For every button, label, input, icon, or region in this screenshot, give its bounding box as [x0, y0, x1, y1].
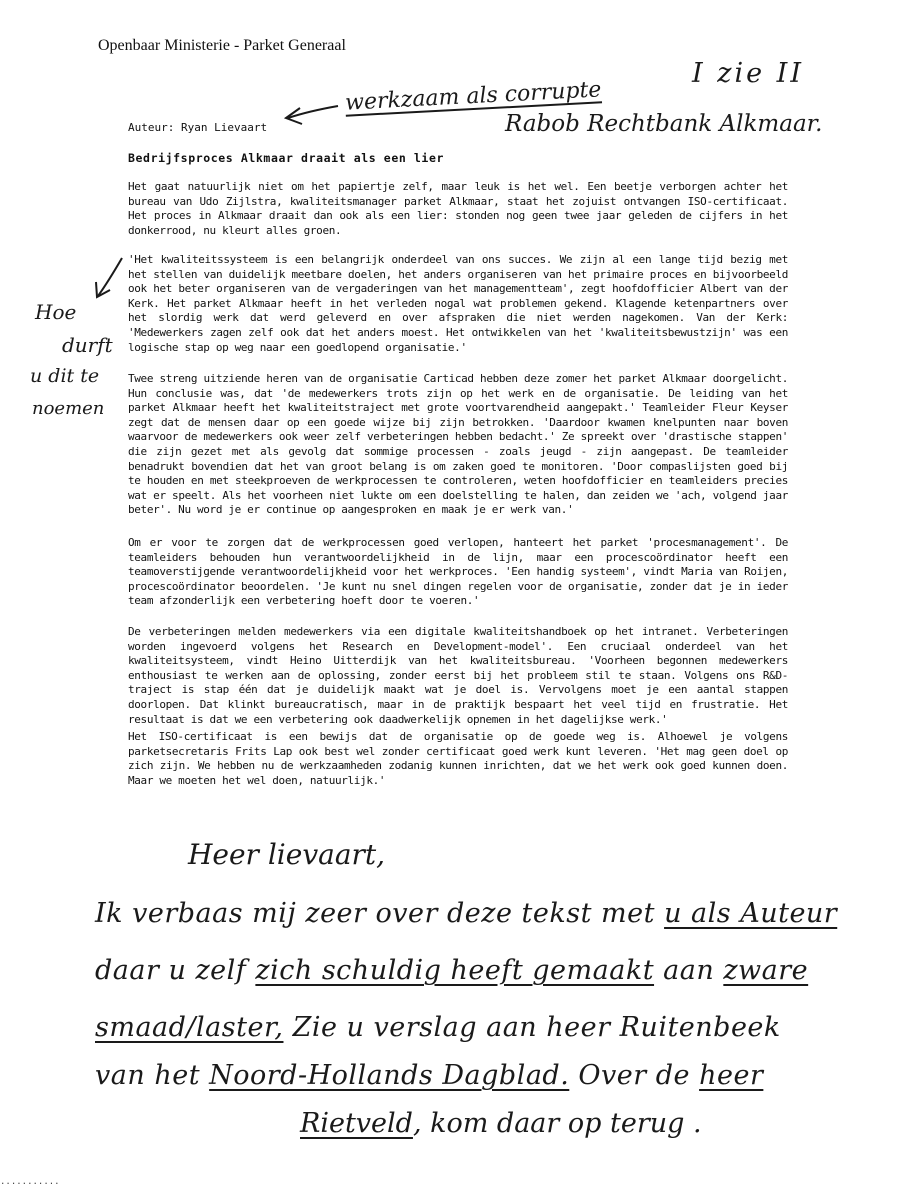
article-paragraph: De verbeteringen melden medewerkers via een digitale kwaliteitshandboek op het intranet. Verbeteringen worden ingevoerd volgens het Research en Development-model'. Een cruciaal onderdeel van het kwaliteitsysteem, vindt Heino Uitterdijk van het kwaliteitsbureau. 'Voorheen begonnen medewerkers enthousiast te werken aan de oplossing, zonder eerst bij het probleem stil te staan. Volgens ons R&D-traject is stap één dat je duidelijk maakt wat je doel is. Vervolgens moet je een aantal stappen doorlopen. Dat klinkt bureaucratisch, maar in de praktijk bespaart het veel tijd en frustratie. Het resultaat is dat we een verbetering ook daadwerkelijk opnemen in het dagelijkse werk.': [128, 625, 788, 726]
letter-line-4: [95, 1060, 763, 1091]
letter-line-2: [95, 955, 808, 986]
margin-note-word: durft: [62, 333, 113, 357]
letter-text: Ik verbaas mij zeer over deze tekst met: [95, 898, 655, 929]
letter-underlined-text: Noord-Hollands Dagblad.: [209, 1060, 570, 1091]
article-title: Bedrijfsproces Alkmaar draait als een lier: [128, 151, 444, 165]
footer-dots: ...........: [0, 1177, 60, 1187]
letter-line-3: [95, 1012, 781, 1043]
letter-line-1: [95, 898, 837, 929]
letter-line-5: [300, 1108, 702, 1139]
margin-note-word: u dit te: [30, 365, 100, 387]
letter-text: van het: [95, 1060, 201, 1091]
margin-note-word: noemen: [32, 398, 105, 419]
article-paragraph: Om er voor te zorgen dat de werkprocessen goed verlopen, hanteert het parket 'procesmanagement'. De teamleiders behouden hun verantwoordelijkheid in de lijn, maar een procescoördinator heeft een teamoverstijgende verantwoordelijkheid voor het werkproces. 'Een handig systeem', vindt Maria van Roijen, procescoördinator beoordelen. 'Je kunt nu snel dingen regelen voor de organisatie, zonder dat je in ieder team afzonderlijk een verbetering hoeft door te voeren.': [128, 536, 788, 608]
letter-underlined-text: zich schuldig heeft gemaakt: [255, 955, 655, 986]
margin-note-word: Hoe: [35, 300, 77, 324]
article-paragraph: Twee streng uitziende heren van de organisatie Carticad hebben deze zomer het parket Alkmaar doorgelicht. Hun conclusie was, dat 'de medewerkers trots zijn op het werk en de organisatie. De leiding van het parket Alkmaar heeft het kwaliteitstraject met grote voortvarendheid aangepakt.' Teamleider Fleur Keyser zegt dat de mensen daar op een goede wijze bij zijn betrokken. 'Daardoor kwamen knelpunten naar boven waarvoor de medewerkers ook weer zelf verbeteringen hebben bedacht.' Ze spreekt over 'drastische stappen' die zijn gezet met als gevolg dat sommige processen - zoals jeugd - zijn aangepast. De teamleider benadrukt bovendien dat het van groot belang is om zaken goed te monitoren. 'Door compaslijsten goed bij te houden en met steekproeven de werkprocessen te controleren, weten hoofdofficier en teamleiders precies wat er speelt. Als het voorheen niet lukte om een doelstelling te halen, dan zeiden we 'ach, volgend jaar beter'. Nu word je er continue op aangesproken en maak je er werk van.': [128, 372, 788, 517]
letter-text: , kom daar op terug .: [412, 1108, 702, 1139]
article-paragraph: Het gaat natuurlijk niet om het papiertje zelf, maar leuk is het wel. Een beetje verborgen achter het bureau van Udo Zijlstra, kwaliteitsmanager parket Alkmaar, staat het zojuist ontvangen ISO-certificaat. Het proces in Alkmaar draait dan ook als een lier: stonden nog geen twee jaar geleden de cijfers in het donkerrood, nu kleurt alles groen.: [128, 180, 788, 237]
article-author: Auteur: Ryan Lievaart: [128, 121, 268, 134]
letter-text: aan: [663, 955, 715, 986]
handwritten-note-arrow-line2: Rabob Rechtbank Alkmaar.: [505, 111, 823, 137]
article-paragraph: 'Het kwaliteitssysteem is een belangrijk onderdeel van ons succes. We zijn al een lange tijd bezig met het stellen van duidelijk meetbare doelen, het anders organiseren van het primaire proces en bijvoorbeeld ook het beter organiseren van de vergaderingen van het managementteam', zegt hoofdofficier Albert van der Kerk. Het parket Alkmaar heeft in het verleden nogal wat problemen gekend. Klagende ketenpartners over het slordig werk dat werd geleverd en over afspraken die niet werden nagekomen. Van der Kerk: 'Medewerkers zagen zelf ook dat het anders moest. Het ontwikkelen van het 'kwaliteitsbewustzijn' was een logische stap op weg naar een goedlopend organisatie.': [128, 253, 788, 354]
handwritten-note-top-right: I zie II: [692, 58, 805, 89]
letter-text: Zie u verslag aan heer Ruitenbeek: [292, 1012, 781, 1043]
letter-underlined-text: zware: [723, 955, 809, 986]
article-paragraph: Het ISO-certificaat is een bewijs dat de organisatie op de goede weg is. Alhoewel je volgens parketsecretaris Frits Lap ook best wel zonder certificaat goed werk kunt leveren. 'Het mag geen doel op zich zijn. We hebben nu de werkzaamheden zodanig kunnen inrichten, dat we het werk ook goed kunnen doen. Maar we moeten het wel doen, natuurlijk.': [128, 730, 788, 787]
letter-text: Over de: [578, 1060, 690, 1091]
letter-salutation: Heer lievaart,: [188, 838, 386, 871]
page-header-title: Openbaar Ministerie - Parket Generaal: [98, 37, 346, 54]
letter-underlined-text: u als Auteur: [664, 898, 838, 929]
margin-arrow-icon: [0, 0, 200, 320]
letter-text: daar u zelf: [95, 955, 247, 986]
letter-underlined-text: heer: [699, 1060, 764, 1091]
letter-underlined-text: smaad/laster,: [95, 1012, 284, 1043]
handwritten-note-arrow-line1: werkzaam als corrupte: [344, 77, 603, 116]
letter-underlined-text: Rietveld: [300, 1108, 413, 1139]
